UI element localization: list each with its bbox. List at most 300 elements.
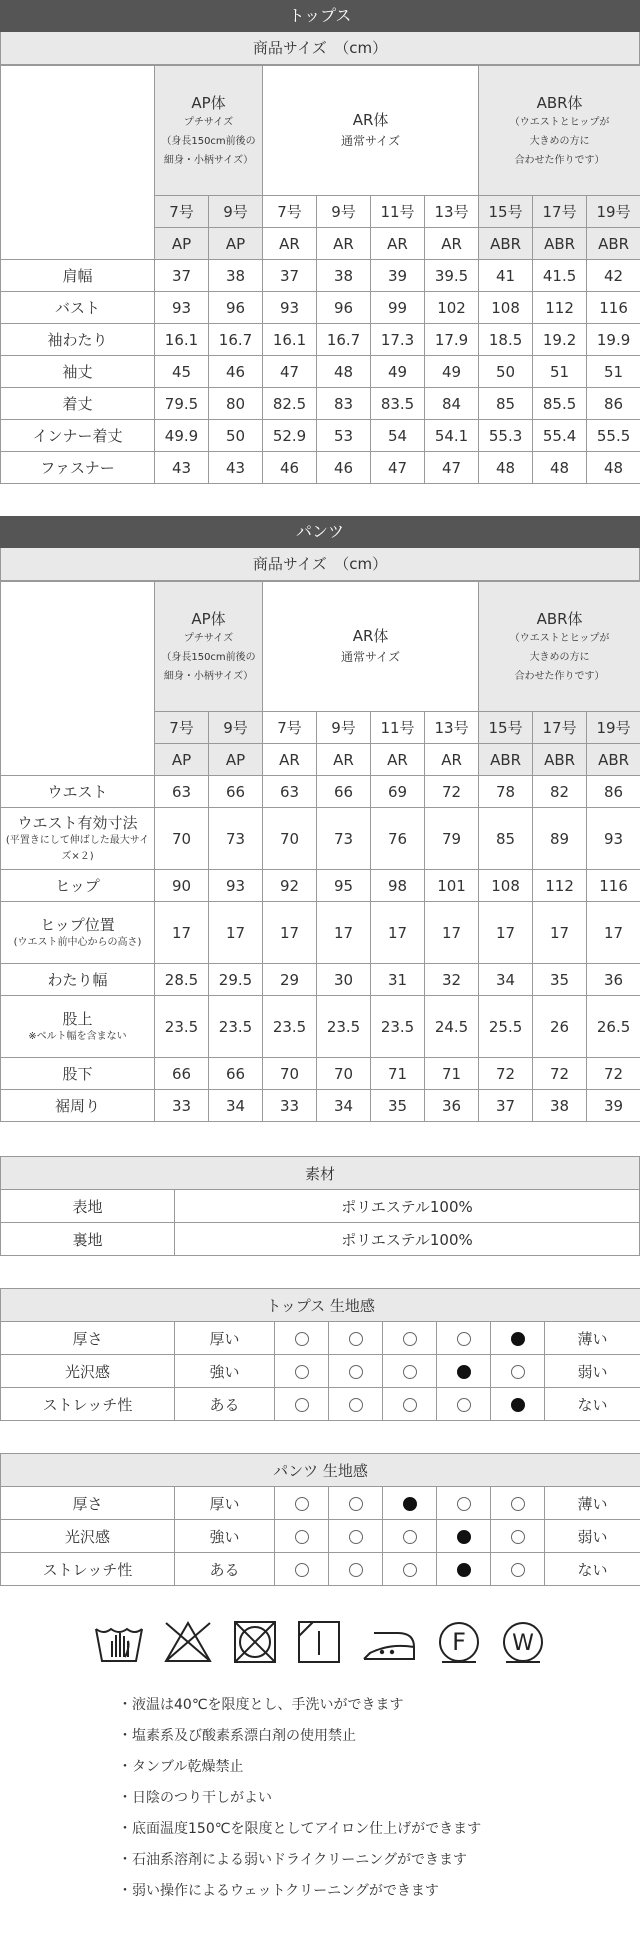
measure-value: 72 (587, 1058, 640, 1090)
measure-value: 32 (425, 964, 479, 996)
empty-circle-icon (511, 1497, 525, 1511)
material-row: 表地 ポリエステル100% (1, 1190, 640, 1223)
measure-value: 26.5 (587, 996, 640, 1058)
measure-value: 33 (155, 1090, 209, 1122)
filled-circle-icon (457, 1530, 471, 1544)
empty-circle-icon (403, 1365, 417, 1379)
measure-value: 43 (155, 452, 209, 484)
measure-value: 36 (587, 964, 640, 996)
group-abr-header: ABR体 （ウエストとヒップが 大きめの方に 合わせた作りです） (479, 582, 640, 712)
measure-note: (平置きにして伸ばした最大サイズ×２) (5, 835, 150, 862)
fabric-level-cell (329, 1553, 383, 1586)
measure-value: 18.5 (479, 324, 533, 356)
measure-row (1, 420, 640, 452)
material-table (0, 1156, 640, 1256)
measure-value: 82 (533, 776, 587, 808)
measure-value: 39.5 (425, 260, 479, 292)
measure-value: 93 (263, 292, 317, 324)
measure-value: 78 (479, 776, 533, 808)
pants-size-table (0, 581, 640, 1122)
measure-value: 85.5 (533, 388, 587, 420)
measure-label: 肩幅 (1, 260, 155, 292)
fabric-level-cell (437, 1553, 491, 1586)
measure-value: 36 (425, 1090, 479, 1122)
fabric-level-cell (437, 1520, 491, 1553)
measure-row (1, 452, 640, 484)
measure-label: わたり幅 (1, 964, 155, 996)
empty-circle-icon (349, 1563, 363, 1577)
fabric-level-cell (329, 1520, 383, 1553)
measure-value: 28.5 (155, 964, 209, 996)
measure-row (1, 808, 640, 870)
group-ap-header: AP体 プチサイズ （身長150cm前後の 細身・小柄サイズ） (155, 66, 263, 196)
fabric-row (1, 1520, 640, 1553)
measure-value: 54 (371, 420, 425, 452)
measure-value: 101 (425, 870, 479, 902)
empty-circle-icon (511, 1563, 525, 1577)
measure-value: 93 (587, 808, 640, 870)
tops-section (0, 0, 640, 484)
fabric-level-cell (383, 1520, 437, 1553)
measure-value: 33 (263, 1090, 317, 1122)
care-item: ・底面温度150℃を限度としてアイロン仕上げができます (118, 1821, 482, 1837)
empty-circle-icon (511, 1530, 525, 1544)
measure-value: 17 (155, 902, 209, 964)
measure-value: 48 (587, 452, 640, 484)
measure-value: 17 (263, 902, 317, 964)
empty-circle-icon (511, 1365, 525, 1379)
measure-value: 55.3 (479, 420, 533, 452)
fabric-level-cell (275, 1520, 329, 1553)
measure-value: 70 (263, 1058, 317, 1090)
fabric-level-cell (383, 1322, 437, 1355)
measure-value: 116 (587, 870, 640, 902)
measure-value: 70 (263, 808, 317, 870)
measure-value: 98 (371, 870, 425, 902)
measure-value: 16.7 (317, 324, 371, 356)
fabric-level-cell (275, 1322, 329, 1355)
measure-value: 29 (263, 964, 317, 996)
measure-value: 84 (425, 388, 479, 420)
measure-value: 17.9 (425, 324, 479, 356)
empty-circle-icon (349, 1497, 363, 1511)
measure-row (1, 776, 640, 808)
corner-cell (1, 582, 155, 776)
measure-value: 16.7 (209, 324, 263, 356)
measure-value: 51 (533, 356, 587, 388)
fabric-right-label: 弱い (545, 1355, 640, 1388)
measure-value: 46 (209, 356, 263, 388)
measure-value: 76 (371, 808, 425, 870)
group-ap-header: AP体 プチサイズ （身長150cm前後の 細身・小柄サイズ） (155, 582, 263, 712)
tops-subtitle: 商品サイズ （cm） (0, 32, 640, 65)
measure-value: 72 (533, 1058, 587, 1090)
fabric-left-label: ある (175, 1553, 275, 1586)
measure-value: 47 (425, 452, 479, 484)
measure-value: 108 (479, 292, 533, 324)
material-title: 素材 (1, 1157, 640, 1190)
fabric-left-label: 厚い (175, 1322, 275, 1355)
measure-value: 73 (317, 808, 371, 870)
size-row: 7号 9号 7号 9号 11号 13号 15号 17号 19号 (1, 712, 640, 744)
measure-label: 股下 (1, 1058, 155, 1090)
measure-value: 43 (209, 452, 263, 484)
measure-value: 37 (479, 1090, 533, 1122)
tops-fabric-table (0, 1288, 640, 1421)
care-item: ・石油系溶剤による弱いドライクリーニングができます (118, 1852, 468, 1868)
measure-value: 55.4 (533, 420, 587, 452)
measure-value: 70 (155, 808, 209, 870)
measure-value: 46 (263, 452, 317, 484)
empty-circle-icon (295, 1563, 309, 1577)
measure-value: 37 (155, 260, 209, 292)
fabric-right-label: ない (545, 1388, 640, 1421)
material-row: 裏地 ポリエステル100% (1, 1223, 640, 1256)
measure-value: 17 (371, 902, 425, 964)
measure-value: 17 (479, 902, 533, 964)
measure-value: 96 (317, 292, 371, 324)
fabric-level-cell (275, 1487, 329, 1520)
care-item: ・液温は40℃を限度とし、手洗いができます (118, 1697, 404, 1713)
fabric-level-cell (437, 1388, 491, 1421)
fabric-label: ストレッチ性 (1, 1553, 175, 1586)
w-letter: W (512, 1631, 534, 1656)
fabric-row (1, 1388, 640, 1421)
filled-circle-icon (457, 1365, 471, 1379)
measure-row (1, 902, 640, 964)
measure-value: 39 (587, 1090, 640, 1122)
measure-value: 80 (209, 388, 263, 420)
measure-value: 86 (587, 776, 640, 808)
hand-wash-icon (94, 1619, 144, 1665)
fabric-label: 厚さ (1, 1487, 175, 1520)
tops-size-table (0, 65, 640, 484)
measure-value: 17 (317, 902, 371, 964)
measure-value: 35 (371, 1090, 425, 1122)
group-ar-header: AR体 通常サイズ (263, 66, 479, 196)
care-item: ・日陰のつり干しがよい (118, 1790, 272, 1806)
empty-circle-icon (349, 1332, 363, 1346)
measure-value: 66 (209, 776, 263, 808)
measure-value: 34 (209, 1090, 263, 1122)
fabric-right-label: ない (545, 1553, 640, 1586)
measure-label: ウエスト (1, 776, 155, 808)
measure-value: 71 (371, 1058, 425, 1090)
line-dry-shade-icon (296, 1619, 342, 1665)
measure-value: 55.5 (587, 420, 640, 452)
measure-value: 112 (533, 870, 587, 902)
care-instructions (118, 1690, 640, 1907)
measure-value: 49 (425, 356, 479, 388)
filled-circle-icon (403, 1497, 417, 1511)
group-ar-header: AR体 通常サイズ (263, 582, 479, 712)
measure-value: 70 (317, 1058, 371, 1090)
measure-value: 69 (371, 776, 425, 808)
measure-row (1, 388, 640, 420)
fabric-left-label: 強い (175, 1520, 275, 1553)
measure-value: 37 (263, 260, 317, 292)
pants-subtitle: 商品サイズ （cm） (0, 548, 640, 581)
measure-value: 16.1 (155, 324, 209, 356)
fabric-row (1, 1553, 640, 1586)
measure-value: 89 (533, 808, 587, 870)
measure-label: ウエスト有効寸法 (平置きにして伸ばした最大サイズ×２) (1, 808, 155, 870)
measure-label: ヒップ (1, 870, 155, 902)
measure-value: 23.5 (155, 996, 209, 1058)
measure-value: 17.3 (371, 324, 425, 356)
fabric-right-label: 薄い (545, 1487, 640, 1520)
dry-clean-f-icon (436, 1619, 482, 1665)
measure-value: 50 (209, 420, 263, 452)
empty-circle-icon (295, 1332, 309, 1346)
measure-value: 52.9 (263, 420, 317, 452)
measure-value: 92 (263, 870, 317, 902)
measure-value: 17 (209, 902, 263, 964)
measure-value: 79 (425, 808, 479, 870)
group-abr-header: ABR体 （ウエストとヒップが 大きめの方に 合わせた作りです） (479, 66, 640, 196)
measure-value: 42 (587, 260, 640, 292)
measure-label: 袖わたり (1, 324, 155, 356)
measure-value: 71 (425, 1058, 479, 1090)
fabric-level-cell (329, 1322, 383, 1355)
fabric-left-label: 強い (175, 1355, 275, 1388)
measure-value: 29.5 (209, 964, 263, 996)
measure-value: 48 (533, 452, 587, 484)
measure-value: 17 (587, 902, 640, 964)
measure-row (1, 964, 640, 996)
measure-value: 112 (533, 292, 587, 324)
measure-value: 49 (371, 356, 425, 388)
code-row: AP AP AR AR AR AR ABR ABR ABR (1, 744, 640, 776)
care-item: ・塩素系及び酸素系漂白剤の使用禁止 (118, 1728, 356, 1744)
measure-value: 66 (317, 776, 371, 808)
fabric-label: 厚さ (1, 1322, 175, 1355)
empty-circle-icon (349, 1365, 363, 1379)
measure-label: 股上 ※ベルト幅を含まない (1, 996, 155, 1058)
measure-value: 38 (317, 260, 371, 292)
measure-value: 50 (479, 356, 533, 388)
material-section (0, 1156, 640, 1256)
measure-value: 93 (209, 870, 263, 902)
fabric-level-cell (329, 1388, 383, 1421)
no-bleach-icon (162, 1619, 214, 1665)
fabric-level-cell (437, 1487, 491, 1520)
measure-value: 116 (587, 292, 640, 324)
measure-value: 73 (209, 808, 263, 870)
measure-value: 49.9 (155, 420, 209, 452)
empty-circle-icon (295, 1530, 309, 1544)
measure-value: 83 (317, 388, 371, 420)
measure-value: 26 (533, 996, 587, 1058)
measure-value: 34 (317, 1090, 371, 1122)
measure-value: 66 (209, 1058, 263, 1090)
measure-value: 93 (155, 292, 209, 324)
measure-value: 51 (587, 356, 640, 388)
empty-circle-icon (295, 1497, 309, 1511)
empty-circle-icon (403, 1530, 417, 1544)
measure-value: 47 (263, 356, 317, 388)
measure-value: 99 (371, 292, 425, 324)
fabric-row (1, 1322, 640, 1355)
iron-medium-icon (360, 1619, 418, 1665)
empty-circle-icon (349, 1398, 363, 1412)
measure-row (1, 870, 640, 902)
fabric-right-label: 薄い (545, 1322, 640, 1355)
measure-value: 19.9 (587, 324, 640, 356)
measure-value: 66 (155, 1058, 209, 1090)
measure-value: 19.2 (533, 324, 587, 356)
measure-value: 72 (479, 1058, 533, 1090)
measure-value: 95 (317, 870, 371, 902)
measure-value: 54.1 (425, 420, 479, 452)
pants-title: パンツ (0, 516, 640, 548)
measure-note: ※ベルト幅を含まない (28, 1031, 127, 1042)
fabric-level-cell (383, 1388, 437, 1421)
fabric-row (1, 1355, 640, 1388)
fabric-level-cell (275, 1388, 329, 1421)
measure-row (1, 356, 640, 388)
measure-value: 85 (479, 808, 533, 870)
fabric-level-cell (383, 1553, 437, 1586)
measure-label: 着丈 (1, 388, 155, 420)
measure-value: 96 (209, 292, 263, 324)
fabric-level-cell (491, 1322, 545, 1355)
fabric-label: 光沢感 (1, 1520, 175, 1553)
empty-circle-icon (457, 1398, 471, 1412)
empty-circle-icon (403, 1563, 417, 1577)
wet-clean-w-icon (500, 1619, 546, 1665)
fabric-level-cell (491, 1355, 545, 1388)
measure-value: 79.5 (155, 388, 209, 420)
measure-label: ヒップ位置 (ウエスト前中心からの高さ) (1, 902, 155, 964)
measure-value: 23.5 (209, 996, 263, 1058)
measure-label: 裾周り (1, 1090, 155, 1122)
empty-circle-icon (295, 1398, 309, 1412)
tops-fabric-section (0, 1288, 640, 1421)
measure-value: 17 (425, 902, 479, 964)
measure-value: 86 (587, 388, 640, 420)
fabric-level-cell (329, 1355, 383, 1388)
empty-circle-icon (403, 1332, 417, 1346)
measure-value: 38 (533, 1090, 587, 1122)
fabric-level-cell (383, 1487, 437, 1520)
fabric-level-cell (329, 1487, 383, 1520)
measure-label: 袖丈 (1, 356, 155, 388)
no-tumble-dry-icon (232, 1619, 278, 1665)
empty-circle-icon (349, 1530, 363, 1544)
filled-circle-icon (457, 1563, 471, 1577)
fabric-right-label: 弱い (545, 1520, 640, 1553)
measure-row (1, 324, 640, 356)
measure-value: 90 (155, 870, 209, 902)
measure-value: 47 (371, 452, 425, 484)
care-icons (0, 1612, 640, 1672)
measure-value: 48 (317, 356, 371, 388)
fabric-level-cell (491, 1553, 545, 1586)
measure-value: 45 (155, 356, 209, 388)
measure-value: 108 (479, 870, 533, 902)
measure-row (1, 1090, 640, 1122)
fabric-level-cell (491, 1388, 545, 1421)
fabric-level-cell (491, 1520, 545, 1553)
measure-row (1, 1058, 640, 1090)
measure-value: 72 (425, 776, 479, 808)
measure-value: 23.5 (371, 996, 425, 1058)
size-row: 7号 9号 7号 9号 11号 13号 15号 17号 19号 (1, 196, 640, 228)
measure-row (1, 260, 640, 292)
fabric-label: 光沢感 (1, 1355, 175, 1388)
fabric-level-cell (437, 1322, 491, 1355)
f-letter: F (452, 1628, 466, 1656)
measure-value: 41 (479, 260, 533, 292)
measure-label: バスト (1, 292, 155, 324)
empty-circle-icon (295, 1365, 309, 1379)
measure-value: 23.5 (263, 996, 317, 1058)
measure-row (1, 292, 640, 324)
tops-fabric-title: トップス 生地感 (1, 1289, 640, 1322)
measure-value: 34 (479, 964, 533, 996)
care-item: ・タンブル乾燥禁止 (118, 1759, 244, 1775)
fabric-row (1, 1487, 640, 1520)
measure-value: 83.5 (371, 388, 425, 420)
filled-circle-icon (511, 1398, 525, 1412)
measure-value: 35 (533, 964, 587, 996)
measure-value: 48 (479, 452, 533, 484)
measure-note: (ウエスト前中心からの高さ) (13, 937, 142, 948)
measure-label: ファスナー (1, 452, 155, 484)
measure-value: 24.5 (425, 996, 479, 1058)
measure-value: 63 (263, 776, 317, 808)
measure-value: 38 (209, 260, 263, 292)
pants-section (0, 516, 640, 1122)
measure-value: 16.1 (263, 324, 317, 356)
fabric-level-cell (383, 1355, 437, 1388)
empty-circle-icon (457, 1332, 471, 1346)
fabric-left-label: ある (175, 1388, 275, 1421)
measure-value: 102 (425, 292, 479, 324)
measure-row (1, 996, 640, 1058)
measure-value: 46 (317, 452, 371, 484)
corner-cell (1, 66, 155, 260)
fabric-level-cell (437, 1355, 491, 1388)
care-item: ・弱い操作によるウェットクリーニングができます (118, 1883, 439, 1899)
fabric-level-cell (275, 1553, 329, 1586)
measure-value: 82.5 (263, 388, 317, 420)
measure-value: 23.5 (317, 996, 371, 1058)
fabric-level-cell (275, 1355, 329, 1388)
code-row: AP AP AR AR AR AR ABR ABR ABR (1, 228, 640, 260)
tops-title: トップス (0, 0, 640, 32)
filled-circle-icon (511, 1332, 525, 1346)
fabric-level-cell (491, 1487, 545, 1520)
fabric-left-label: 厚い (175, 1487, 275, 1520)
pants-fabric-table (0, 1453, 640, 1586)
measure-value: 30 (317, 964, 371, 996)
measure-value: 25.5 (479, 996, 533, 1058)
measure-value: 39 (371, 260, 425, 292)
measure-value: 63 (155, 776, 209, 808)
pants-fabric-section (0, 1453, 640, 1586)
empty-circle-icon (457, 1497, 471, 1511)
pants-fabric-title: パンツ 生地感 (1, 1454, 640, 1487)
empty-circle-icon (403, 1398, 417, 1412)
measure-value: 85 (479, 388, 533, 420)
measure-value: 41.5 (533, 260, 587, 292)
measure-value: 31 (371, 964, 425, 996)
fabric-label: ストレッチ性 (1, 1388, 175, 1421)
measure-label: インナー着丈 (1, 420, 155, 452)
measure-value: 53 (317, 420, 371, 452)
